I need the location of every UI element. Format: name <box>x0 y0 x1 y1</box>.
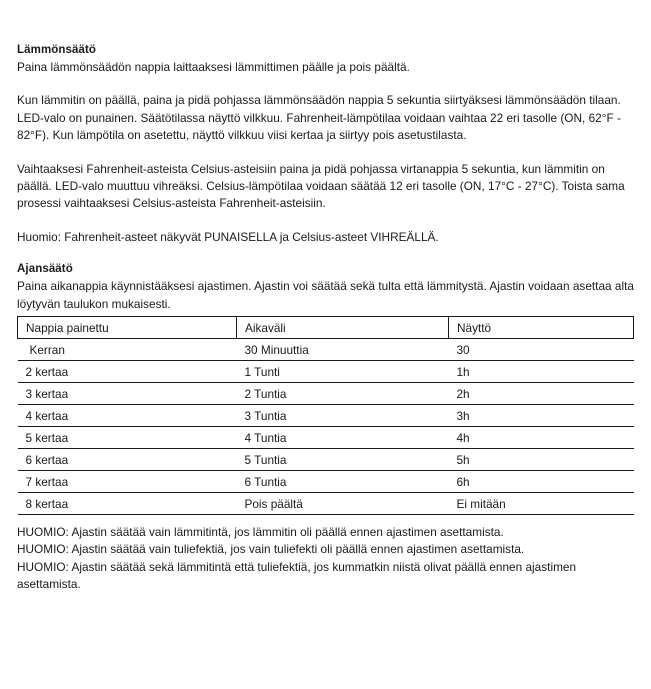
table-row <box>18 339 634 361</box>
cell-button-presses: 4 kertaa <box>18 405 237 427</box>
footer-notes <box>17 524 634 594</box>
cell-button-presses: 8 kertaa <box>18 493 237 515</box>
cell-button-presses: 7 kertaa <box>18 471 237 493</box>
paragraph-heat-fahrenheit: Kun lämmitin on päällä, paina ja pidä pohjassa lämmönsäädön nappia 5 sekuntia siirtyäksesi lämmönsäädön tilaan. LED-valo on punainen. Säätötilassa näyttö vilkkuu. Fahrenheit-lämpötilaa voidaan vaihtaa 22 eri tasolle (ON, 62°F - 82°F). Kun lämpötila on asetettu, näyttö vilkkuu viisi kertaa ja siirtyy pois asetustilasta. <box>17 93 621 143</box>
table-header <box>18 317 634 339</box>
paragraph-timer-intro: Paina aikanappia käynnistääksesi ajastimen. Ajastin voi säätää sekä tulta että lämmitystä. Ajastin voidaan asettaa alta löytyvän taulukon mukaisesti. <box>17 279 634 311</box>
spacer <box>17 246 634 261</box>
column-header-interval: Aikaväli <box>237 317 449 339</box>
spacer <box>17 515 634 524</box>
cell-button-presses: 6 kertaa <box>18 449 237 471</box>
cell-display: 3h <box>449 405 634 427</box>
cell-display: 6h <box>449 471 634 493</box>
spacer <box>17 145 634 161</box>
cell-button-presses: 5 kertaa <box>18 427 237 449</box>
table-row <box>18 383 634 405</box>
table-row <box>18 405 634 427</box>
cell-display: 1h <box>449 361 634 383</box>
heading-timer-control: Ajansäätö <box>17 263 73 276</box>
table-row <box>18 449 634 471</box>
cell-button-presses: 3 kertaa <box>18 383 237 405</box>
cell-display: 2h <box>449 383 634 405</box>
table-body <box>18 339 634 515</box>
cell-interval: 3 Tuntia <box>237 405 449 427</box>
table-header-row <box>18 317 634 339</box>
footer-note-flame-only: HUOMIO: Ajastin säätää vain tuliefektiä, jos vain tuliefekti oli päällä ennen ajastimen asettamista. <box>17 542 525 557</box>
table-row <box>18 493 634 515</box>
table-row <box>18 427 634 449</box>
table-row <box>18 471 634 493</box>
paragraph-heat-note: Huomio: Fahrenheit-asteet näkyvät PUNAISELLA ja Celsius-asteet VIHREÄLLÄ. <box>17 229 439 244</box>
cell-display: 4h <box>449 427 634 449</box>
cell-interval: 1 Tunti <box>237 361 449 383</box>
cell-interval: 2 Tuntia <box>237 383 449 405</box>
cell-button-presses: 2 kertaa <box>18 361 237 383</box>
cell-display: Ei mitään <box>449 493 634 515</box>
footer-note-both: HUOMIO: Ajastin säätää sekä lämmitintä että tuliefektiä, jos kummatkin niistä olivat päällä ennen ajastimen asettamista. <box>17 559 577 592</box>
cell-interval: 30 Minuuttia <box>237 339 449 361</box>
cell-display: 5h <box>449 449 634 471</box>
table-row <box>18 361 634 383</box>
heading-heat-control: Lämmönsäätö <box>17 44 97 56</box>
cell-interval: Pois päältä <box>237 493 449 515</box>
paragraph-heat-intro: Paina lämmönsäädön nappia laittaaksesi lämmittimen päälle ja pois päältä. <box>17 60 410 74</box>
cell-display: 30 <box>449 339 634 361</box>
column-header-display: Näyttö <box>449 317 634 339</box>
cell-interval: 5 Tuntia <box>237 449 449 471</box>
cell-button-presses: Kerran <box>18 339 237 361</box>
spacer <box>17 213 634 229</box>
paragraph-heat-celsius: Vaihtaaksesi Fahrenheit-asteista Celsius-asteisiin paina ja pidä pohjassa virtanappia 5 sekuntia, kun lämmitin on päällä. LED-valo muuttuu vihreäksi. Celsius-lämpötilaa voidaan säätää 12 eri tasolle (ON, 17°C - 27°C). Toista sama prosessi vaihtaaksesi Celsius-asteista Fahrenheit-asteisiin. <box>17 161 625 211</box>
column-header-button-presses: Nappia painettu <box>18 317 237 339</box>
cell-interval: 4 Tuntia <box>237 427 449 449</box>
spacer <box>17 76 634 92</box>
cell-interval: 6 Tuntia <box>237 471 449 493</box>
footer-note-heater-only: HUOMIO: Ajastin säätää vain lämmitintä, jos lämmitin oli päällä ennen ajastimen asettamista. <box>17 525 504 540</box>
timer-settings-table <box>17 316 634 515</box>
